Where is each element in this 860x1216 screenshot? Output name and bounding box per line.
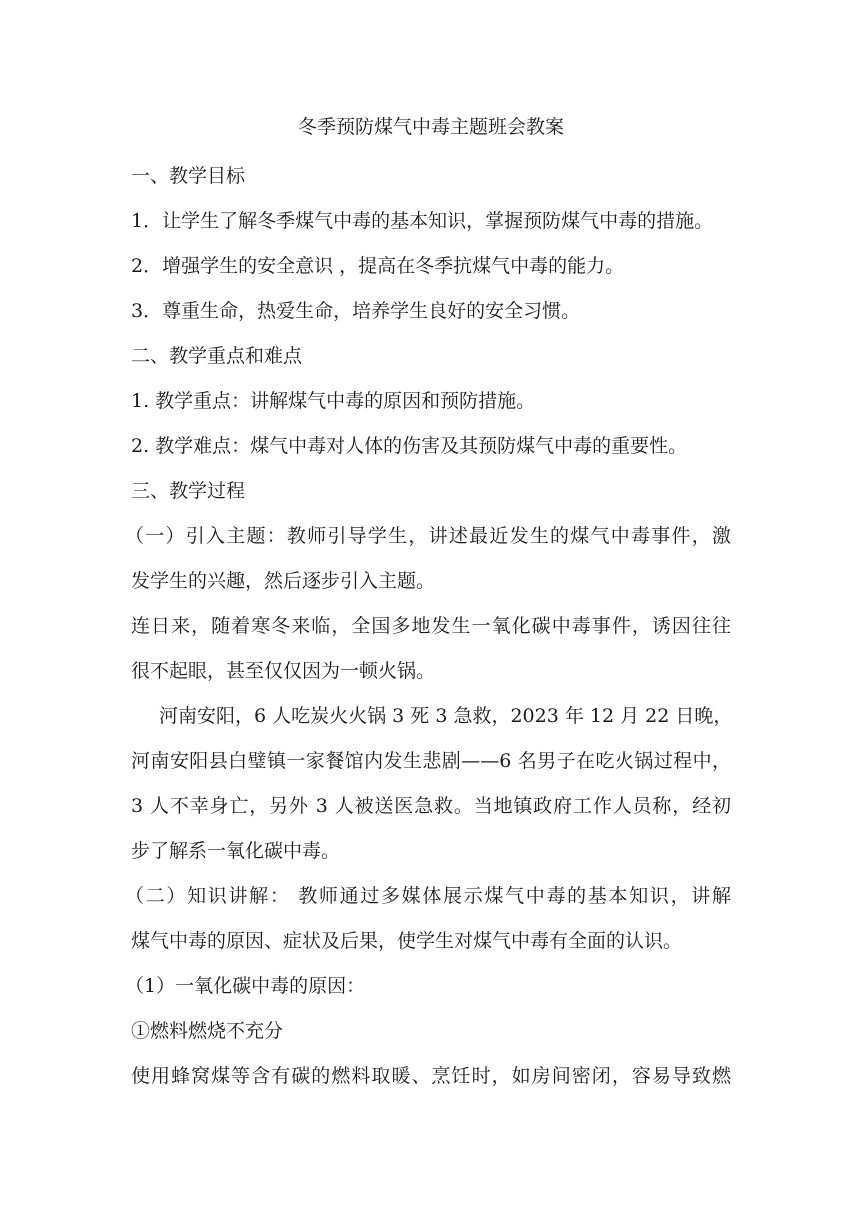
section-heading-process: 三、教学过程: [131, 480, 246, 502]
objective-item-1: 1．让学生了解冬季煤气中毒的基本知识，掌握预防煤气中毒的措施。: [131, 210, 714, 232]
context-line-1: 连日来，随着寒冬来临，全国多地发生一氧化碳中毒事件，诱因往往: [131, 615, 731, 637]
objective-item-2: 2．增强学生的安全意识 ，提高在冬季抗煤气中毒的能力。: [131, 255, 625, 277]
cause-item-incomplete-combustion: ①燃料燃烧不充分: [131, 1020, 284, 1042]
intro-paragraph: [125, 517, 731, 600]
knowledge-paragraph: [125, 877, 731, 960]
key-point-item-1: 1. 教学重点：讲解煤气中毒的原因和预防措施。: [131, 390, 536, 412]
case-line-2: 河南安阳县白璧镇一家餐馆内发生悲剧——6 名男子在吃火锅过程中，: [131, 750, 731, 772]
section-heading-key-points: 二、教学重点和难点: [131, 345, 303, 367]
document-title: 冬季预防煤气中毒主题班会教案: [297, 116, 564, 138]
intro-line-2: 发学生的兴趣，然后逐步引入主题。: [131, 570, 436, 592]
objective-item-3: 3．尊重生命，热爱生命，培养学生良好的安全习惯。: [131, 300, 581, 322]
case-paragraph: [131, 697, 731, 870]
knowledge-line-1: （二）知识讲解： 教师通过多媒体展示煤气中毒的基本知识，讲解: [125, 885, 731, 907]
case-line-3: 3 人不幸身亡，另外 3 人被送医急救。当地镇政府工作人员称，经初: [131, 795, 731, 817]
context-paragraph: [131, 607, 731, 690]
case-line-1: 河南安阳，6 人吃炭火火锅 3 死 3 急救，2023 年 12 月 22 日晚，: [159, 705, 733, 727]
case-line-4: 步了解系一氧化碳中毒。: [131, 840, 341, 862]
section-heading-objectives: 一、教学目标: [131, 165, 246, 187]
cause-text: 使用蜂窝煤等含有碳的燃料取暖、烹饪时，如房间密闭，容易导致燃: [131, 1065, 731, 1087]
key-point-item-2: 2. 教学难点：煤气中毒对人体的伤害及其预防煤气中毒的重要性。: [131, 435, 688, 457]
document-page: [125, 112, 733, 1102]
context-line-2: 很不起眼，甚至仅仅因为一顿火锅。: [131, 660, 436, 682]
knowledge-line-2: 煤气中毒的原因、症状及后果，使学生对煤气中毒有全面的认识。: [131, 930, 683, 952]
intro-line-1: （一）引入主题：教师引导学生，讲述最近发生的煤气中毒事件，激: [125, 525, 731, 547]
cause-heading: （1）一氧化碳中毒的原因：: [125, 975, 366, 997]
